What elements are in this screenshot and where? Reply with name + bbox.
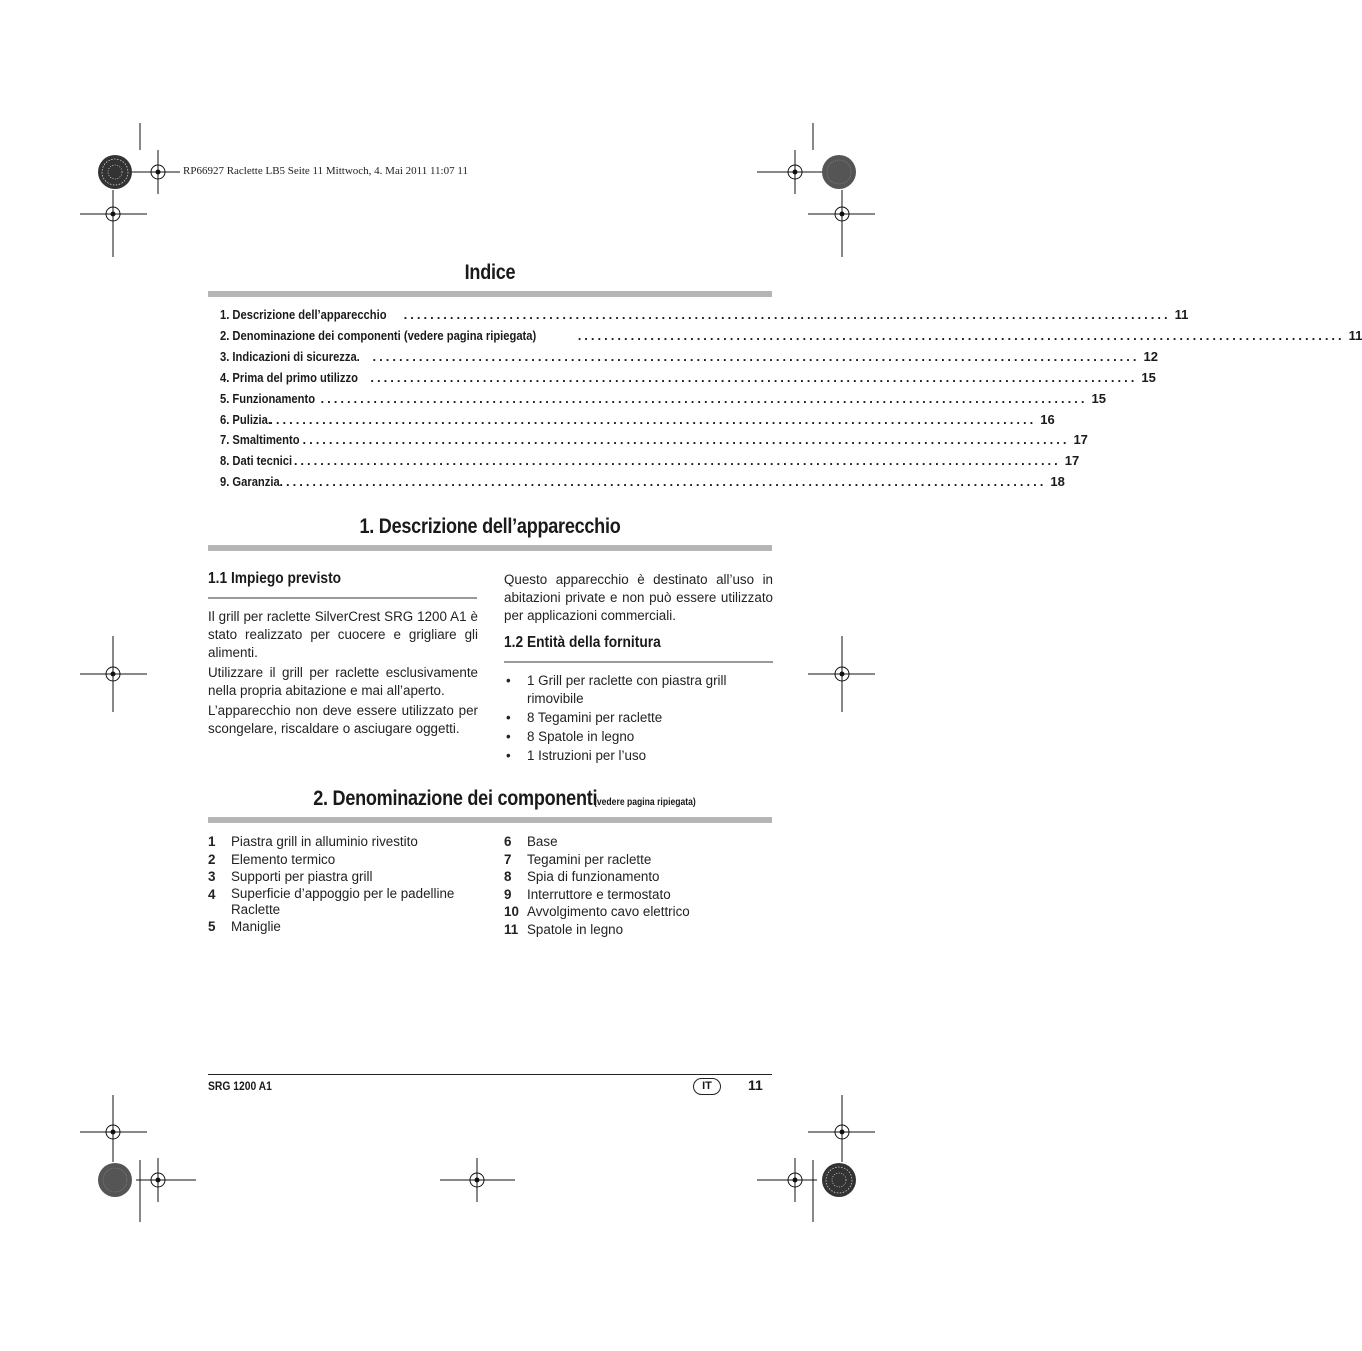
toc-leader: .................................................................................................................... — [293, 453, 1061, 468]
list-item: 10 Avvolgimento cavo elettrico — [504, 904, 690, 920]
list-item: 8 Spia di funzionamento — [504, 869, 660, 885]
toc-entry[interactable]: 3. Indicazioni di sicurezza. .................................................................................................................... 12 — [220, 349, 1158, 364]
list-item: • 8 Spatole in legno — [504, 728, 754, 746]
subsection-1-1-title: 1.1 Impiego previsto — [208, 570, 342, 587]
toc-leader: .................................................................................................................... — [370, 370, 1138, 385]
list-item: • 8 Tegamini per raclette — [504, 709, 754, 727]
toc-leader: .................................................................................................................... — [372, 349, 1140, 364]
language-badge: IT — [693, 1078, 721, 1095]
footer-rule — [208, 1074, 772, 1075]
section-2-rule — [208, 817, 772, 823]
toc-entry[interactable]: 6. Pulizia. .................................................................................................................... 16 — [220, 412, 1055, 427]
toc-entry[interactable]: 5. Funzionamento .................................................................................................................... 15 — [220, 391, 1106, 406]
list-item: 5 Maniglie — [208, 918, 281, 934]
section-2-title: 2. Denominazione dei componenti — [313, 787, 598, 810]
paragraph: L’apparecchio non deve essere utilizzato per scongelare, riscaldare o asciugare oggetti. — [208, 703, 478, 736]
toc-entry[interactable]: 4. Prima del primo utilizzo .................................................................................................................... 15 — [220, 370, 1156, 385]
section-1-title: 1. Descrizione dell’apparecchio — [359, 515, 621, 538]
toc-entry[interactable]: 9. Garanzia .................................................................................................................... 18 — [220, 474, 1065, 489]
list-item: 11 Spatole in legno — [504, 921, 624, 937]
toc-entry[interactable]: 8. Dati tecnici .................................................................................................................... 17 — [220, 453, 1080, 468]
list-item: 1 Piastra grill in alluminio rivestito — [208, 834, 418, 849]
list-item: 4 Superficie d’appoggio per le padelline Raclette — [208, 885, 455, 917]
toc-leader: .................................................................................................................... — [269, 412, 1037, 427]
toc-leader: .................................................................................................................... — [302, 432, 1070, 447]
toc-entry[interactable]: 2. Denominazione dei componenti (vedere pagina ripiegata) .................................................................................................................... 11 — [220, 328, 1362, 343]
supply-list — [504, 672, 754, 766]
section-2-note: (vedere pagina ripiegata) — [594, 797, 696, 808]
section-2-heading — [208, 787, 772, 811]
index-title: Indice — [464, 261, 516, 284]
toc-entry[interactable]: 7. Smaltimento .................................................................................................................... 17 — [220, 432, 1088, 447]
subsection-1-1-rule — [208, 597, 477, 599]
toc-leader: .................................................................................................................... — [320, 391, 1088, 406]
index-rule — [208, 291, 772, 297]
list-item: 6 Base — [504, 834, 558, 849]
list-item: • 1 Grill per raclette con piastra grill rimovibile — [504, 672, 754, 708]
print-slug: RP66927 Raclette LB5 Seite 11 Mittwoch, 4. Mai 2011 11:07 11 — [183, 165, 468, 177]
toc-leader: .................................................................................................................... — [403, 307, 1171, 322]
page-number: 11 — [748, 1077, 763, 1093]
subsection-1-1-body — [208, 608, 478, 740]
list-item: • 1 Istruzioni per l’uso — [504, 747, 754, 765]
section-1-rule — [208, 545, 772, 551]
footer-model: SRG 1200 A1 — [208, 1079, 272, 1093]
list-item: 9 Interruttore e termostato — [504, 886, 671, 902]
subsection-1-1-continued — [504, 571, 773, 627]
subsection-1-2-rule — [504, 661, 773, 663]
parts-list-right — [504, 833, 774, 939]
paragraph: Il grill per raclette SilverCrest SRG 1200 A1 è stato realizzato per cuocere e grigliare gli alimenti. — [208, 609, 478, 660]
list-item: 3 Supporti per piastra grill — [208, 869, 373, 885]
parts-list-left — [208, 833, 478, 935]
list-item: 7 Tegamini per raclette — [504, 851, 652, 867]
toc-leader: .................................................................................................................... — [279, 474, 1047, 489]
paragraph: Utilizzare il grill per raclette esclusivamente nella propria abitazione e mai all’aperto. — [208, 665, 478, 698]
toc-leader: .................................................................................................................... — [577, 328, 1345, 343]
list-item: 2 Elemento termico — [208, 851, 336, 867]
paragraph: Questo apparecchio è destinato all’uso in abitazioni private e non può essere utilizzato per applicazioni commerciali. — [504, 572, 773, 623]
toc-entry[interactable]: 1. Descrizione dell’apparecchio .................................................................................................................... 11 — [220, 307, 1189, 322]
subsection-1-2-title: 1.2 Entità della fornitura — [504, 634, 661, 651]
